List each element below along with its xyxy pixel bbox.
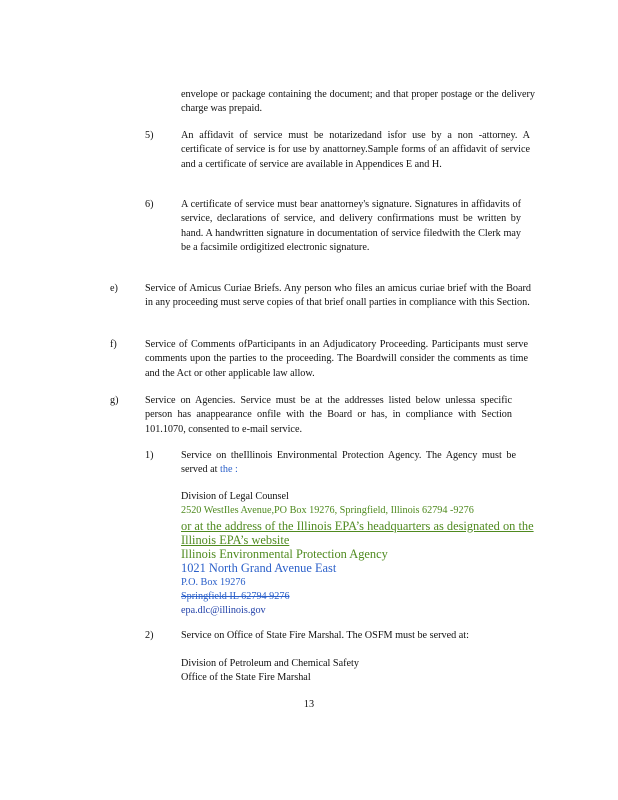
item-number: 6) xyxy=(145,199,154,210)
agencies-paragraph: Service on Agencies. Service must be at the addresses listed below unlessa specific person has anappearance onfile with the Board or has, in compliance with Section 101.1070, consented to e-mail service. xyxy=(145,395,512,435)
iepa-service-text: Service on theIllinois Environmental Protection Agency. The Agency must be served at xyxy=(181,450,516,476)
address-line: Division of Petroleum and Chemical Safety xyxy=(181,658,359,669)
affidavit-paragraph: An affidavit of service must be notarizedand isfor use by a non -attorney. A certificate of service is for use by anattorney.Sample forms of an affidavit of service and a certificate of service are available in Appendices E and H. xyxy=(181,130,530,170)
address-line: Office of the State Fire Marshal xyxy=(181,672,311,684)
iepa-service-paragraph xyxy=(181,449,516,478)
address-line-inserted: Illinois EPA’s website xyxy=(181,532,290,547)
signature-paragraph: A certificate of service must bear anattorney's signature. Signatures in affidavits of service, declarations of service, and delivery confirmations must be written by hand. A handwritten signature in documentation of service filedwith the Clerk may be a facsimile ordigitized electronic signature. xyxy=(181,199,521,253)
address-line: P.O. Box 19276 xyxy=(181,576,246,588)
osfm-service-paragraph: Service on Office of State Fire Marshal. The OSFM must be served at: xyxy=(181,630,469,641)
address-line: Division of Legal Counsel xyxy=(181,491,289,502)
item-number: 1) xyxy=(145,450,154,461)
item-letter: f) xyxy=(110,339,117,350)
item-number: 5) xyxy=(145,130,154,141)
address-line-deleted: Springfield IL 62794 9276 xyxy=(181,591,290,603)
item-letter: g) xyxy=(110,395,119,406)
email-address: epa.dlc@illinois.gov xyxy=(181,605,266,617)
inserted-text: the : xyxy=(217,464,238,476)
address-line-inserted: Illinois Environmental Protection Agency xyxy=(181,547,388,562)
comments-paragraph: Service of Comments ofParticipants in an Adjudicatory Proceeding. Participants must serve comments upon the parties to the proceeding. The Boardwill consider the comments as time and the Act or other applicable law allow. xyxy=(145,339,528,379)
page-number: 13 xyxy=(303,699,315,710)
address-line-inserted: 1021 North Grand Avenue East xyxy=(181,561,337,576)
osfm-address-block xyxy=(181,657,401,686)
address-line-inserted: or at the address of the Illinois EPA’s headquarters as designated on the xyxy=(181,518,534,533)
address-line: 2520 WestIles Avenue,PO Box 19276, Springfield, Illinois 62794 -9276 xyxy=(181,505,474,517)
item-letter: e) xyxy=(110,283,118,294)
amicus-paragraph: Service of Amicus Curiae Briefs. Any person who files an amicus curiae brief with the Board in any proceeding must serve copies of that brief onall parties in compliance with this Section. xyxy=(145,283,531,309)
item-number: 2) xyxy=(145,630,154,641)
iepa-address-block xyxy=(181,490,541,619)
continuation-paragraph: envelope or package containing the document; and that proper postage or the delivery charge was prepaid. xyxy=(181,89,535,115)
